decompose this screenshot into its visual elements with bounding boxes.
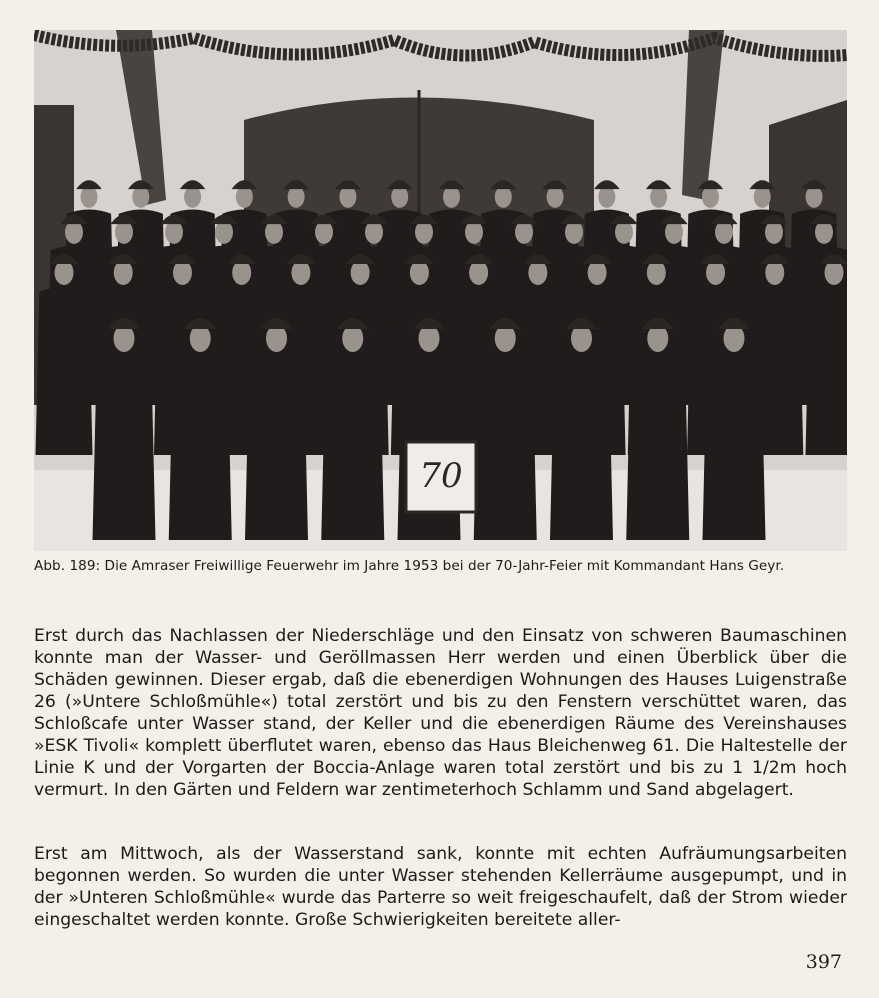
body-paragraph-2: Erst am Mittwoch, als der Wasserstand sank, konnte mit echten Aufräumungsarbeiten begonnen werden. So wurden die unter Wasser stehenden Kellerräume ausgepumpt, und in der »Unteren Schloßmühle« wurde das Parterre so weit freigeschaufelt, daß der Strom wieder eingeschaltet werden konnte. Große Schwierigkeiten bereitete aller- (34, 844, 847, 930)
page-number: 397 (805, 951, 842, 973)
body-paragraph-1: Erst durch das Nachlassen der Niederschläge und den Einsatz von schweren Baumaschinen konnte man der Wasser- und Geröllmassen Herr werden und einen Überblick über die Schäden gewinnen. Dieser ergab, daß die ebenerdigen Wohnungen des Hauses Luigenstraße 26 (»Untere Schloßmühle«) total zerstört und bis zu den Fenstern verschüttet waren, das Schloßcafe unter Wasser stand, der Keller und die ebenerdigen Räume des Vereinshauses »ESK Tivoli« komplett überflutet waren, ebenso das Haus Bleichenweg 61. Die Haltestelle der Linie K und der Vorgarten der Boccia-Anlage waren total zerstört und bis zu 1 1/2m hoch vermurt. In den Gärten und Feldern war zentimeterhoch Schlamm und Sand abgelagert. (34, 626, 847, 800)
group-photo-drawing (34, 30, 847, 551)
group-photo (34, 30, 847, 551)
svg-text:70: 70 (419, 456, 463, 496)
photo-caption: Abb. 189: Die Amraser Freiwillige Feuerwehr im Jahre 1953 bei der 70-Jahr-Feier mit Kommandant Hans Geyr. (34, 558, 785, 574)
